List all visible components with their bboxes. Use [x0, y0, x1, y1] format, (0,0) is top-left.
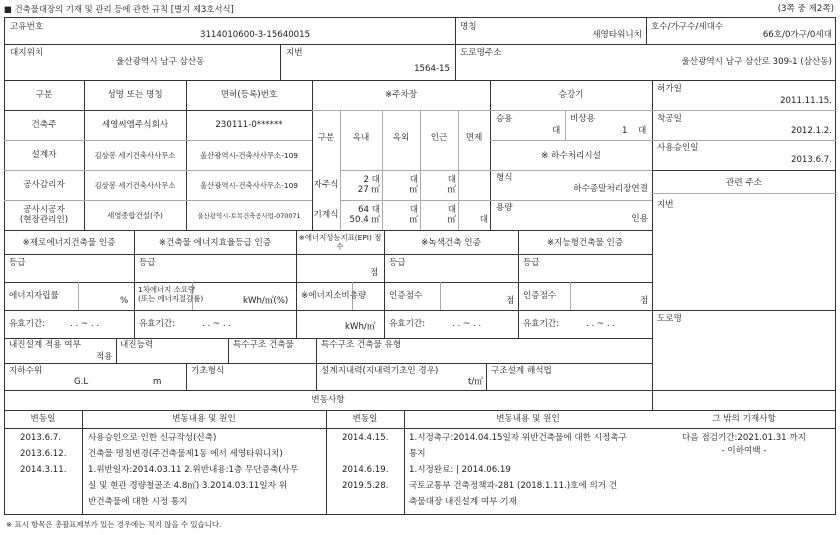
form-header-title: ■ 건축물대장의 기재 및 관리 등에 관한 규칙 [별지 제3호서식]: [4, 4, 234, 14]
seismic-capacity-label: 내진능력: [120, 340, 154, 350]
bearing-capacity-unit: t/㎡: [468, 377, 483, 387]
change-date: 2014.3.11.: [20, 465, 67, 475]
green-building-title: ※녹색건축 인증: [421, 238, 481, 248]
parking-mech-outdoor: 대 ㎡: [409, 205, 418, 225]
constructor-role: 공사시공자 (현장관리인): [19, 205, 69, 225]
elevator-ride-label: 승용: [496, 114, 513, 124]
groundwater-label: 지하수위: [9, 366, 43, 376]
parking-mech-label: 기계식: [313, 210, 339, 220]
epi-score-unit: 점: [370, 268, 379, 278]
sewage-type-value: 하수종말처리장연결: [573, 184, 648, 194]
site-location-value: 울산광역시 남구 삼산동: [116, 57, 205, 67]
special-structure-type-label: 특수구조 건축물 유형: [321, 340, 402, 350]
change-date: 2013.6.7.: [20, 433, 62, 443]
zero-grade-label: 등급: [9, 258, 26, 268]
people-header-role: 구분: [35, 90, 53, 100]
supervisor-name: 김상봉 세기건축사사무소: [94, 181, 176, 190]
change-date: 2019.5.28.: [342, 481, 389, 491]
change-content: 반건축물에 대한 시정 통지: [88, 497, 188, 507]
change-content: 1.시정완료: | 2014.06.19: [409, 465, 511, 475]
epi-title: ※에너지성능지표(EPI) 점수: [298, 233, 382, 251]
green-valid-label: 유효기간:: [389, 319, 426, 329]
lot-number-label: 지번: [286, 48, 303, 58]
changes-right-date-header: 변동일: [352, 414, 378, 424]
sewage-title: ※ 하수처리시설: [541, 151, 601, 161]
parking-title: ※주차장: [384, 90, 418, 100]
smart-valid-dots: . . ~ . .: [586, 319, 616, 329]
units-label: 호수/가구수/세대수: [651, 22, 724, 32]
elevator-ride-unit: 대: [552, 126, 561, 136]
special-structure-label: 특수구조 건축물: [233, 340, 294, 350]
self-sufficiency-label: 에너지자립률: [9, 291, 59, 301]
zero-energy-title: ※제로에너지건축물 인증: [22, 238, 116, 248]
eff-grade-label: 등급: [139, 258, 156, 268]
energy-consumption-label: ※에너지소비총량: [301, 291, 367, 301]
building-name-label: 명칭: [460, 22, 477, 32]
smart-grade-label: 등급: [523, 258, 540, 268]
change-content: 건축물 명칭변경(주건축물제1동 에서 세영타워니치): [88, 449, 283, 459]
changes-title: 변동사항: [311, 395, 345, 405]
elevator-emergency-label: 비상용: [570, 114, 595, 124]
units-value: 66호/0가구/0세대: [762, 30, 832, 40]
change-content: 통지: [409, 449, 426, 459]
eff-valid-dots: . . ~ . .: [202, 319, 232, 329]
green-valid-dots: . . ~ . .: [452, 319, 482, 329]
sewage-capacity-label: 용량: [496, 203, 513, 213]
parking-self-outdoor: 대 ㎡: [409, 175, 418, 195]
smart-building-title: ※지능형건축물 인증: [546, 238, 624, 248]
self-sufficiency-unit: %: [120, 296, 129, 306]
foundation-type-label: 기초형식: [191, 366, 225, 376]
seismic-design-label: 내진설계 적용 여부: [9, 340, 81, 350]
road-address-value: 울산광역시 남구 삼산로 309-1 (삼산동): [681, 57, 832, 67]
parking-exempt-value: 대: [479, 215, 488, 225]
elevator-emergency-unit: 대: [638, 126, 647, 136]
other-notes-header: 그 밖의 기재사항: [712, 414, 776, 424]
unique-number-value: 3114010600-3-15640015: [200, 30, 311, 40]
elevator-title: 승강기: [558, 90, 584, 100]
unique-number-label: 고유번호: [10, 22, 44, 32]
owner-role: 건축주: [31, 120, 57, 130]
sewage-capacity-unit: 인용: [631, 214, 648, 224]
green-cert-score-label: 인증점수: [389, 291, 423, 301]
change-date: 2014.4.15.: [342, 433, 389, 443]
changes-left-content-header: 변동내용 및 원인: [172, 414, 236, 424]
parking-mech-near: 대 ㎡: [447, 205, 456, 225]
permit-date-label: 허가일: [657, 84, 682, 94]
start-date-label: 착공일: [657, 114, 682, 124]
designer-license: 울산광역시-건축사사무소-109: [200, 151, 298, 160]
groundwater-unit: m: [153, 377, 162, 387]
parking-self-indoor: 2 대 27 ㎡: [357, 175, 380, 195]
changes-right-content-header: 변동내용 및 원인: [496, 414, 560, 424]
supervisor-role: 공사감리자: [23, 180, 65, 190]
change-content: 축물대장 내진설계 여부 기재: [409, 497, 517, 507]
zero-valid-dots: . . ~ . .: [70, 319, 100, 329]
zero-valid-label: 유효기간:: [9, 319, 46, 329]
people-header-license: 면허(등록)번호: [220, 90, 278, 100]
other-note: 다음 점검기간:2021.01.31 까지: [682, 433, 806, 443]
parking-header-nearby: 인근: [430, 133, 448, 143]
designer-name: 김상봉 세기건축사사무소: [94, 151, 176, 160]
eff-valid-label: 유효기간:: [139, 319, 176, 329]
change-content: 국토교통부 건축정책과-281 (2018.1.11.)호에 의거 건: [409, 481, 618, 491]
people-header-name: 성명 또는 명칭: [107, 90, 163, 100]
energy-efficiency-title: ※건축물 에너지효율등급 인증: [158, 238, 272, 248]
parking-header-indoor: 옥내: [352, 133, 370, 143]
change-content: 1.시정촉구:2014.04.15일자 위반건축물에 대한 시정촉구: [409, 433, 627, 443]
change-date: 2014.6.19.: [342, 465, 389, 475]
changes-left-date-header: 변동일: [30, 414, 56, 424]
parking-self-near: 대 ㎡: [447, 175, 456, 195]
start-date-value: 2012.1.2.: [790, 126, 832, 136]
primary-energy-label: 1차에너지 소요량 (또는 에너지절감률): [138, 285, 204, 303]
change-content: 실 및 현관 경량철골조 4.8㎡) 3.2014.03.11일자 위: [88, 481, 288, 491]
green-grade-label: 등급: [389, 258, 406, 268]
approval-date-label: 사용승인일: [657, 143, 699, 153]
owner-license: 230111-0******: [215, 120, 283, 130]
seismic-design-value: 적용: [96, 352, 113, 362]
smart-cert-score-label: 인증점수: [523, 291, 557, 301]
related-address-title: 관련 주소: [726, 178, 762, 188]
bearing-capacity-label: 설계지내력(지내력기초인 경우): [321, 366, 439, 376]
owner-name: 세영씨엠주식회사: [101, 120, 169, 130]
green-cert-score-unit: 점: [506, 296, 515, 306]
smart-valid-label: 유효기간:: [523, 319, 560, 329]
smart-cert-score-unit: 점: [640, 296, 649, 306]
epi-consumption-unit: kWh/㎡: [345, 322, 376, 332]
road-address-label: 도로명주소: [460, 48, 502, 58]
site-location-label: 대지위치: [10, 48, 44, 58]
parking-header-type: 구분: [317, 133, 335, 143]
primary-energy-unit: kWh/㎡(%): [243, 296, 289, 306]
footer-note: ※ 표시 항목은 총괄표제부가 있는 경우에는 적지 않을 수 있습니다.: [6, 520, 222, 529]
constructor-name: 세영종합건설(주): [107, 211, 163, 220]
approval-date-value: 2013.6.7.: [790, 155, 832, 165]
related-road-label: 도로명: [657, 314, 682, 324]
other-note-end: - 이하여백 -: [721, 446, 767, 456]
parking-header-exempt: 면제: [465, 133, 483, 143]
supervisor-license: 울산광역시-건축사사무소-109: [200, 181, 298, 190]
change-date: 2013.6.12.: [20, 449, 67, 459]
designer-role: 설계자: [31, 150, 57, 160]
page-indicator: (3쪽 중 제2쪽): [777, 4, 834, 14]
parking-mech-indoor: 64 대 50.4 ㎡: [349, 205, 380, 225]
change-content: 1.위반일자:2014.03.11 2.위반내용:1층 무단증축(사무: [88, 465, 299, 475]
permit-date-value: 2011.11.15.: [780, 96, 832, 106]
sewage-type-label: 형식: [496, 173, 513, 183]
parking-self-label: 자주식: [313, 180, 339, 190]
groundwater-value: G.L: [74, 377, 89, 387]
building-name-value: 세영타워니치: [592, 30, 642, 40]
constructor-license: 울산광역시-토목건축공사업-070071: [197, 212, 301, 220]
structural-analysis-label: 구조설계 해석법: [491, 366, 552, 376]
elevator-emergency-value: 1: [622, 126, 628, 136]
change-content: 사용승인으로 인한 신규작성(신축): [88, 433, 217, 443]
lot-number-value: 1564-15: [414, 64, 450, 74]
related-lot-label: 지번: [657, 200, 674, 210]
parking-header-outdoor: 옥외: [392, 133, 410, 143]
